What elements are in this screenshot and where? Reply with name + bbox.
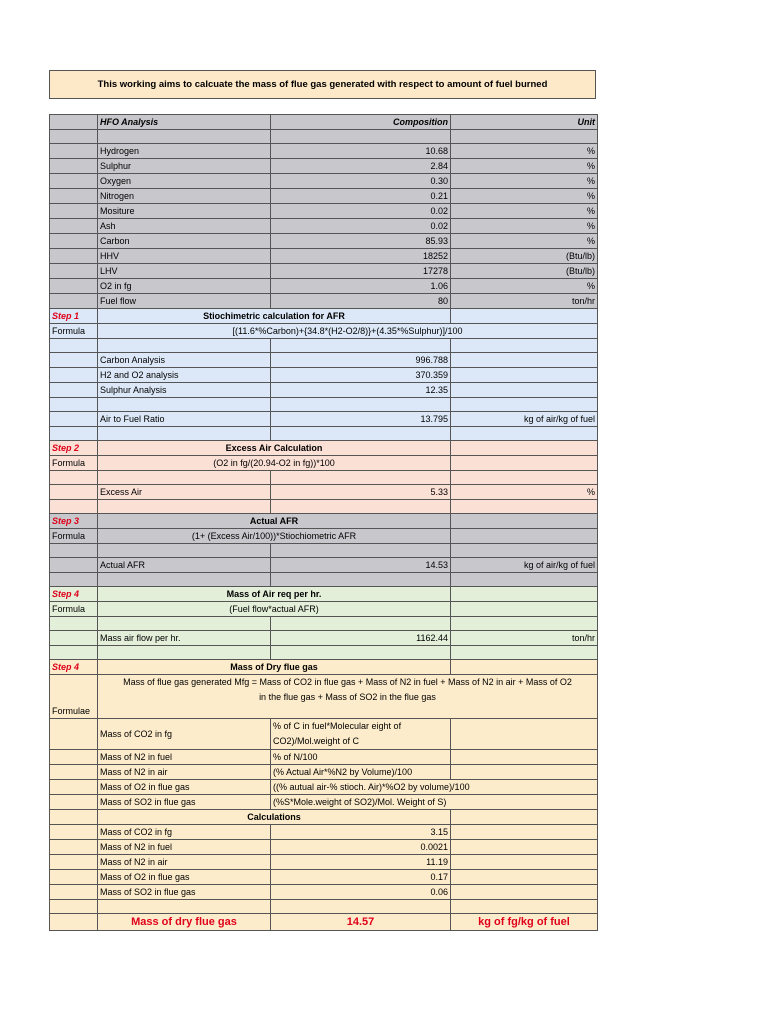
table-row: Sulphur Analysis 12.35 [50, 383, 598, 398]
header-unit: Unit [451, 115, 598, 130]
co2-formula-row: Mass of CO2 in fg % of C in fuel*Molecular eight of CO2)/Mol.weight of C [50, 719, 598, 750]
table-row: Ash 0.02 % [50, 219, 598, 234]
step-title: Mass of Air req per hr. [98, 587, 451, 602]
step-1-formula [50, 324, 598, 339]
table-row: LHV 17278 (Btu/lb) [50, 264, 598, 279]
step-label: Step 1 [50, 309, 98, 324]
step-label: Step 4 [50, 660, 98, 675]
table-row: Mass of CO2 in fg 3.15 [50, 825, 598, 840]
table-row: Mass of N2 in air (% Actual Air*%N2 by Volume)/100 [50, 765, 598, 780]
table-row: H2 and O2 analysis 370.359 [50, 368, 598, 383]
table-row: Mass of N2 in air 11.19 [50, 855, 598, 870]
formula-label: Formula [50, 602, 98, 617]
description-banner: This working aims to calcuate the mass of flue gas generated with respect to amount of fuel burned [49, 70, 596, 99]
step-1-header [50, 309, 598, 324]
step-label: Step 4 [50, 587, 98, 602]
flue-gas-worksheet [49, 114, 598, 931]
step-2-header [50, 441, 598, 456]
table-row: Fuel flow 80 ton/hr [50, 294, 598, 309]
header-row [50, 115, 598, 130]
step-4-air-formula [50, 602, 598, 617]
table-row: Mass of O2 in flue gas ((% autual air-% stioch. Air)*%O2 by volume)/100 [50, 780, 598, 795]
formula-text: (1+ (Excess Air/100))*Stiochiometric AFR [98, 529, 451, 544]
table-row: Carbon 85.93 % [50, 234, 598, 249]
step-4-air-header [50, 587, 598, 602]
step-label: Step 2 [50, 441, 98, 456]
excess-air-row: Excess Air 5.33 % [50, 485, 598, 500]
table-row: Mass of SO2 in flue gas (%S*Mole.weight of SO2)/Mol. Weight of S) [50, 795, 598, 810]
actual-afr-row: Actual AFR 14.53 kg of air/kg of fuel [50, 558, 598, 573]
header-analysis: HFO Analysis [98, 115, 271, 130]
table-row: Mass of O2 in flue gas 0.17 [50, 870, 598, 885]
step-3-header [50, 514, 598, 529]
table-row: Hydrogen 10.68 % [50, 144, 598, 159]
table-row: Mositure 0.02 % [50, 204, 598, 219]
mass-air-row: Mass air flow per hr. 1162.44 ton/hr [50, 631, 598, 646]
step-3-formula [50, 529, 598, 544]
afr-result-row: Air to Fuel Ratio 13.795 kg of air/kg of fuel [50, 412, 598, 427]
table-row: Oxygen 0.30 % [50, 174, 598, 189]
step-label: Step 3 [50, 514, 98, 529]
formula-text: (Fuel flow*actual AFR) [98, 602, 451, 617]
step-title: Excess Air Calculation [98, 441, 451, 456]
formula-text: Mass of flue gas generated Mfg = Mass of CO2 in flue gas + Mass of N2 in fuel + Mass of N2 in air + Mass of O2 in the flue gas + Mass of SO2 in the flue gas [98, 675, 598, 719]
step-4-flue-formula [50, 675, 598, 719]
header-composition: Composition [271, 115, 451, 130]
formula-label: Formula [50, 456, 98, 471]
formula-text: (O2 in fg/(20.94-O2 in fg))*100 [98, 456, 451, 471]
calculations-title: Calculations [98, 810, 451, 825]
final-label: Mass of dry flue gas [98, 914, 271, 931]
final-value: 14.57 [271, 914, 451, 931]
table-row: Nitrogen 0.21 % [50, 189, 598, 204]
step-2-formula [50, 456, 598, 471]
formula-text: [(11.6*%Carbon)+{34.8*(H2-O2/8)}+(4.35*%Sulphur)]/100 [98, 324, 598, 339]
table-row: Sulphur 2.84 % [50, 159, 598, 174]
table-row: HHV 18252 (Btu/lb) [50, 249, 598, 264]
step-title: Mass of Dry flue gas [98, 660, 451, 675]
table-row: Mass of N2 in fuel 0.0021 [50, 840, 598, 855]
step-4-flue-header [50, 660, 598, 675]
table-row: Mass of SO2 in flue gas 0.06 [50, 885, 598, 900]
calculations-header [50, 810, 598, 825]
final-result-row [50, 914, 598, 931]
step-title: Actual AFR [98, 514, 451, 529]
formula-label: Formula [50, 529, 98, 544]
formula-label: Formula [50, 324, 98, 339]
formula-label: Formulae [50, 675, 98, 719]
table-row: Carbon Analysis 996.788 [50, 353, 598, 368]
table-row: O2 in fg 1.06 % [50, 279, 598, 294]
table-row: Mass of N2 in fuel % of N/100 [50, 750, 598, 765]
step-title: Stiochimetric calculation for AFR [98, 309, 451, 324]
final-unit: kg of fg/kg of fuel [451, 914, 598, 931]
blank-row [50, 130, 598, 144]
